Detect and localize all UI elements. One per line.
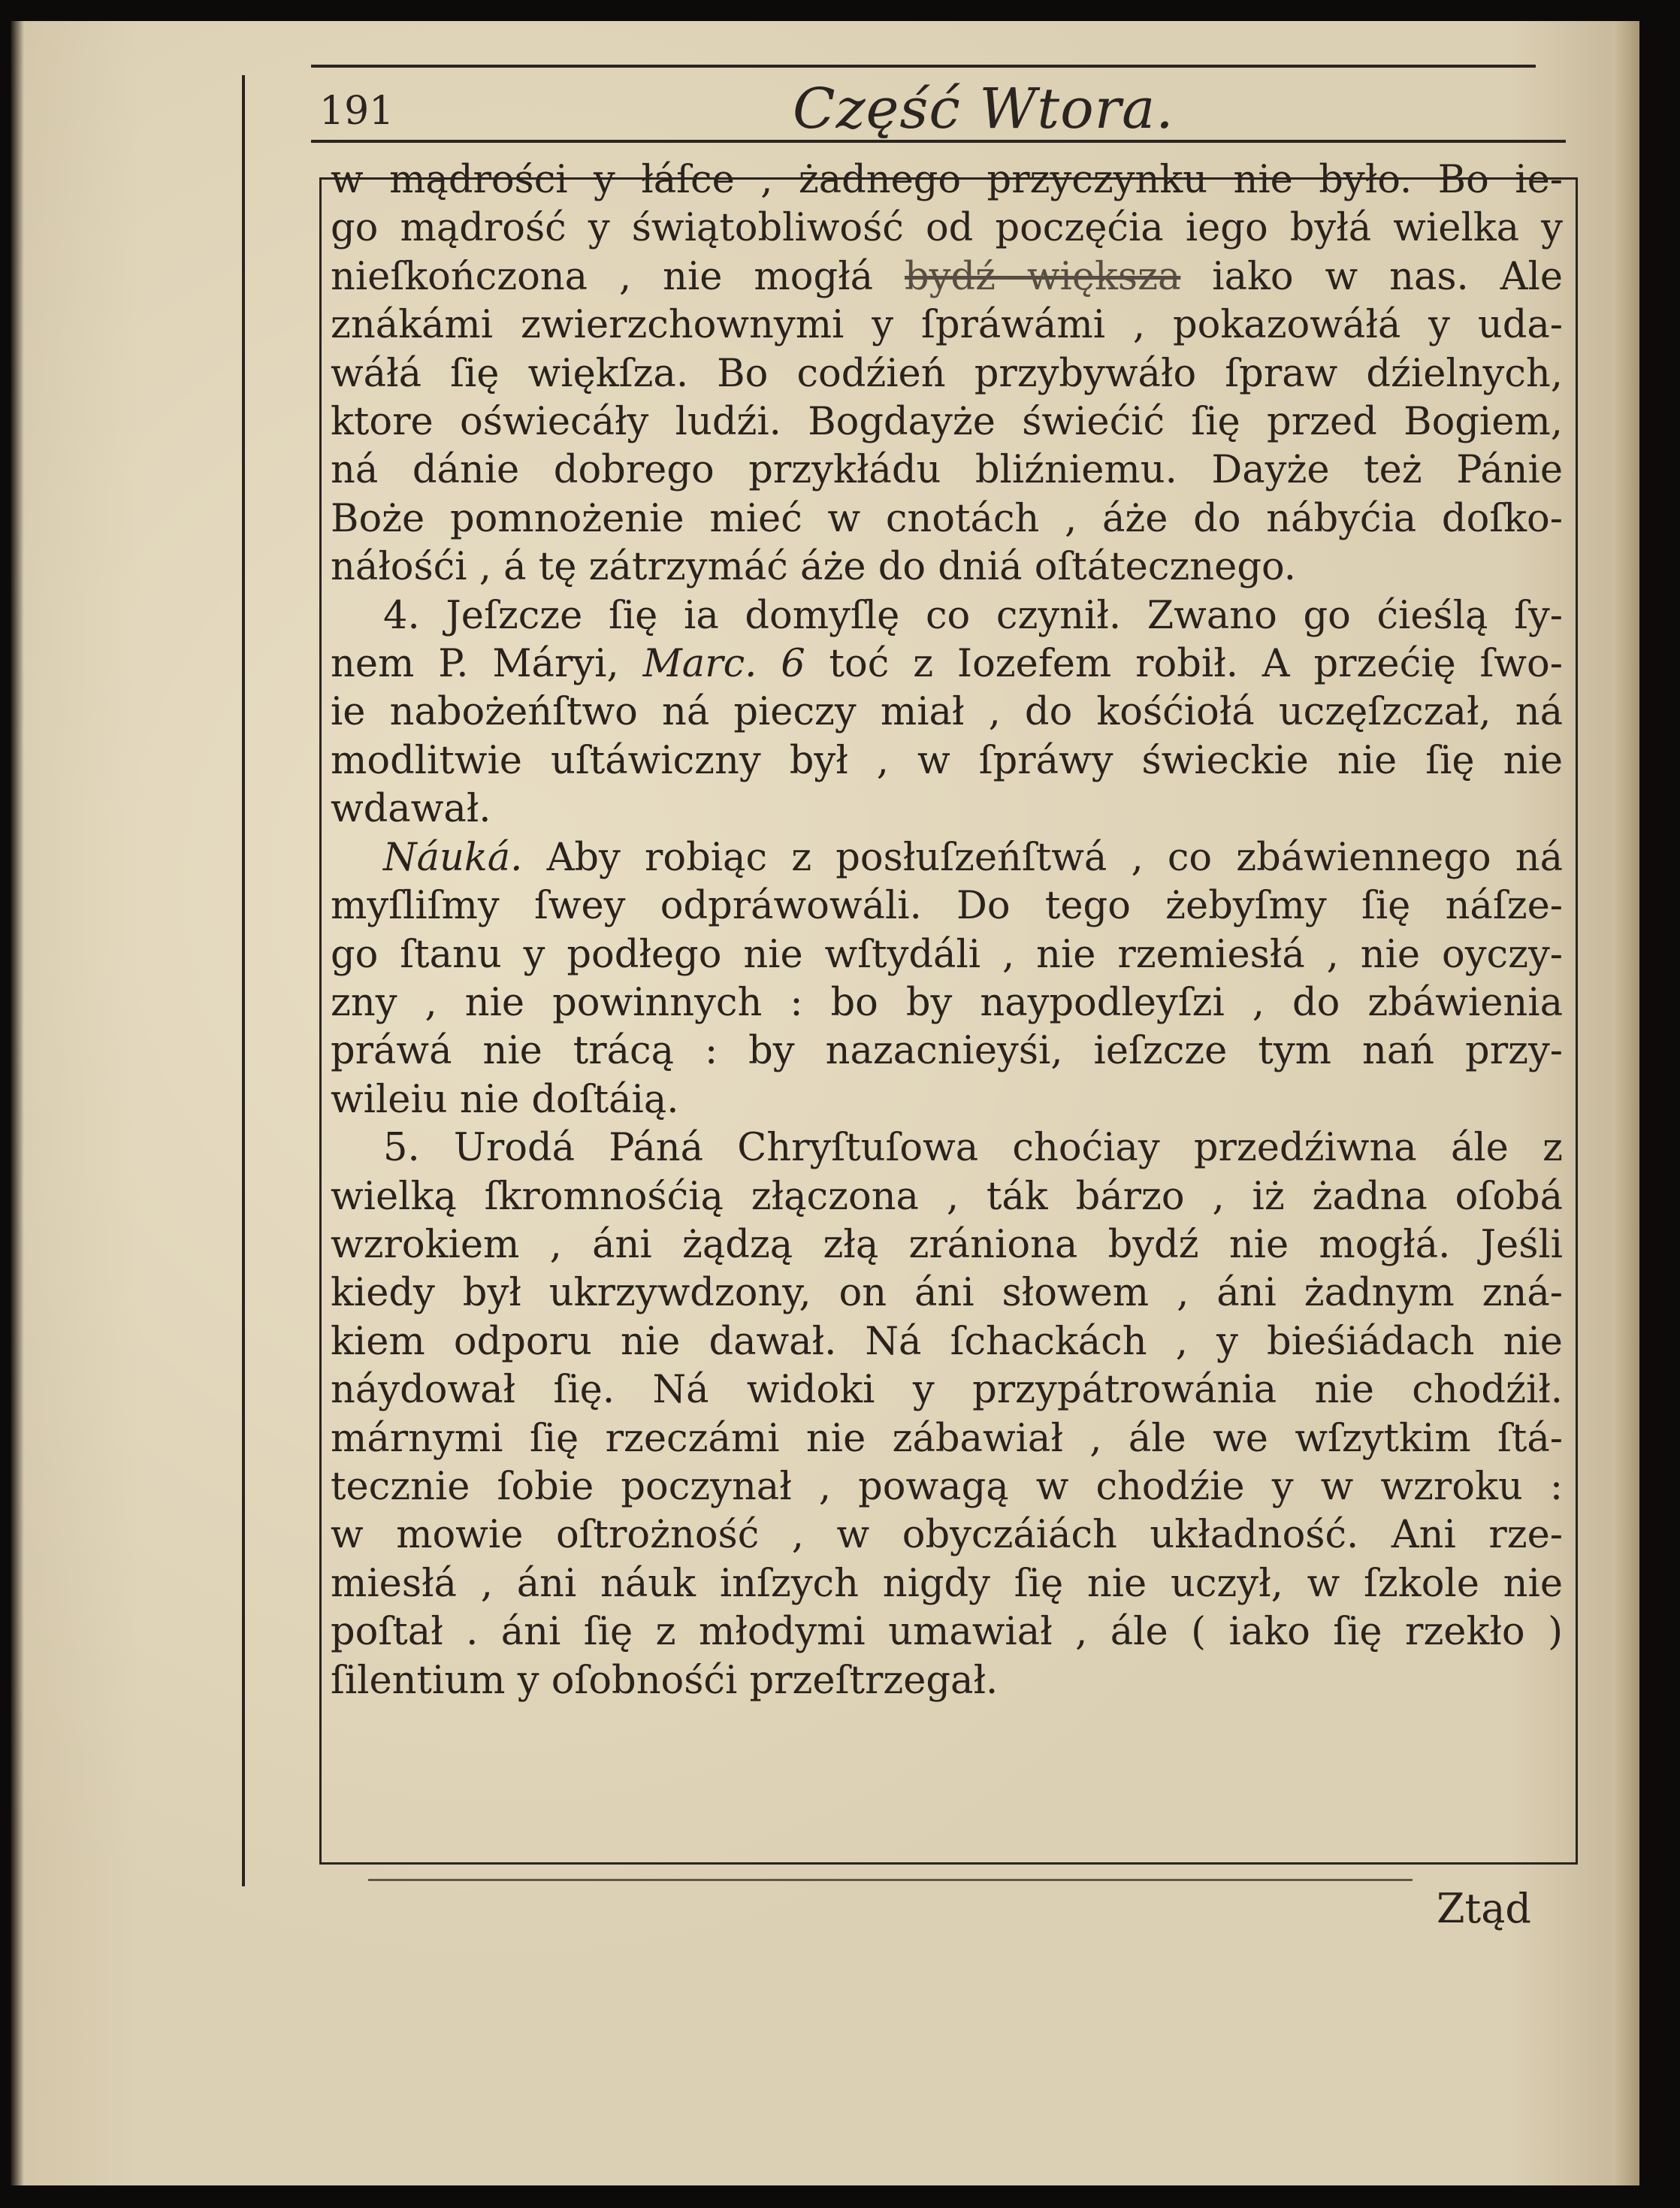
text-line [331, 156, 1563, 204]
text-line [331, 1608, 1563, 1656]
text-line [331, 979, 1563, 1027]
italic-text: Náuká. [383, 835, 523, 880]
line-text: náydował ſię. Ná widoki y przypátrowánia nie chodźił. [331, 1368, 1563, 1413]
text-line [331, 785, 1563, 833]
header-rule-top [311, 65, 1536, 68]
text-line [331, 1124, 1563, 1172]
catchword: Ztąd [1437, 1885, 1531, 1932]
line-text: miesłá , áni náuk inſzych nigdy ſię nie uczył, w ſzkole nie [331, 1561, 1563, 1606]
text-line [331, 1511, 1563, 1559]
line-text: toć z Iozefem robił. A przećię ſwo- [805, 642, 1563, 687]
line-text: znákámi zwierzchownymi y ſpráwámi , pokazowáłá y uda- [331, 303, 1563, 348]
line-text: kiem odporu nie dawał. Ná ſchackách , y bieśiádach nie [331, 1319, 1563, 1364]
line-text: wzrokiem , áni żądzą złą zrániona bydź nie mogłá. Jeśli [331, 1222, 1563, 1267]
text-line [331, 204, 1563, 253]
text-line [331, 350, 1563, 398]
line-text: náłośći , á tę zátrzymáć áże do dniá oſtátecznego. [331, 545, 1296, 590]
line-text: iako w nas. Ale [1180, 254, 1563, 299]
line-text: wdawał. [331, 787, 491, 832]
text-line [331, 1173, 1563, 1221]
line-text: 5. Urodá Páná Chryſtuſowa choćiay przedźiwna ále z [383, 1126, 1563, 1171]
line-text: wileiu nie doſtáią. [331, 1077, 679, 1122]
text-line [331, 398, 1563, 446]
text-line [331, 1463, 1563, 1511]
text-line [331, 834, 1563, 882]
line-text: w mowie oſtrożność , w obyczáiách układność. Ani rze- [331, 1513, 1563, 1558]
gutter-shadow [11, 21, 24, 2185]
line-text: ie nabożeńſtwo ná pieczy miał , do kośćiołá uczęſzczał, ná [331, 690, 1563, 735]
text-line [331, 253, 1563, 301]
struck-text: bydź większa [904, 254, 1181, 299]
text-line [331, 592, 1563, 640]
text-line [331, 931, 1563, 979]
text-line [331, 301, 1563, 349]
line-text: poſtał . áni ſię z młodymi umawiał , ále ( iako ſię rzekło ) [331, 1610, 1563, 1655]
text-line [331, 1560, 1563, 1608]
line-text: wáłá ſię więkſza. Bo codźień przybywáło ſpraw dźielnych, [331, 351, 1563, 396]
line-text: wielką ſkromnośćią złączona , ták bárzo , iż żadna oſobá [331, 1174, 1563, 1219]
text-line [331, 1221, 1563, 1269]
line-text: zny , nie powinnych : bo by naypodleyſzi , do zbáwienia [331, 980, 1563, 1025]
text-line [331, 1415, 1563, 1463]
text-line [331, 1657, 1563, 1705]
body-text [331, 156, 1563, 1705]
line-text: práwá nie trácą : by nazacnieyśi, ieſzcze tym nań przy- [331, 1029, 1563, 1074]
line-text: tecznie ſobie poczynał , powagą w chodźie y w wzroku : [331, 1464, 1563, 1509]
text-line [331, 1076, 1563, 1124]
page-header [319, 72, 1552, 140]
line-text: kiedy był ukrzywdzony, on áni słowem , áni żadnym zná- [331, 1271, 1563, 1316]
running-head: Część Wtora. [793, 77, 1174, 141]
text-line [331, 688, 1563, 737]
text-line [331, 446, 1563, 495]
line-text: nem P. Máryi, [331, 642, 643, 687]
line-text: go mądrość y świątobliwość od poczęćia iego byłá wielka y [331, 206, 1563, 251]
text-line [331, 495, 1563, 543]
line-text: 4. Jeſzcze ſię ia domyſlę co czynił. Zwano go ćieślą ſy- [383, 593, 1563, 638]
line-text: Boże pomnożenie mieć w cnotách , áże do nábyćia doſko- [331, 496, 1563, 541]
page-number: 191 [319, 89, 394, 134]
text-line [331, 882, 1563, 930]
line-text: ná dánie dobrego przykłádu bliźniemu. Dayże też Pánie [331, 448, 1563, 493]
text-line [331, 737, 1563, 785]
line-text: Aby robiąc z posłuſzeńſtwá , co zbáwiennego ná [522, 835, 1563, 880]
text-line [331, 543, 1563, 591]
text-line [331, 640, 1563, 688]
text-line [331, 1318, 1563, 1366]
line-text: myſliſmy ſwey odpráwowáli. Do tego żebyſmy ſię náſze- [331, 884, 1563, 929]
footer-rule [368, 1879, 1413, 1881]
line-text: modlitwie uſtáwiczny był , w ſpráwy świeckie nie ſię nie [331, 738, 1563, 783]
line-text: ſilentium y oſobnośći przeſtrzegał. [331, 1658, 999, 1703]
line-text: go ſtanu y podłego nie wſtydáli , nie rzemiesłá , nie oyczy- [331, 932, 1563, 977]
margin-rule-left [242, 75, 245, 1886]
line-text: w mądrości y łáſce , żadnego przyczynku nie było. Bo ie- [331, 158, 1563, 202]
text-line [331, 1269, 1563, 1317]
page-edge [1612, 21, 1639, 2185]
line-text: nieſkończona , nie mogłá [331, 254, 905, 299]
italic-text: Marc. 6 [642, 642, 805, 687]
line-text: ktore oświecáły ludźi. Bogdayże świećić ſię przed Bogiem, [331, 400, 1563, 445]
line-text: márnymi ſię rzeczámi nie zábawiał , ále we wſzytkim ſtá- [331, 1416, 1563, 1461]
text-line [331, 1366, 1563, 1414]
text-line [331, 1027, 1563, 1075]
